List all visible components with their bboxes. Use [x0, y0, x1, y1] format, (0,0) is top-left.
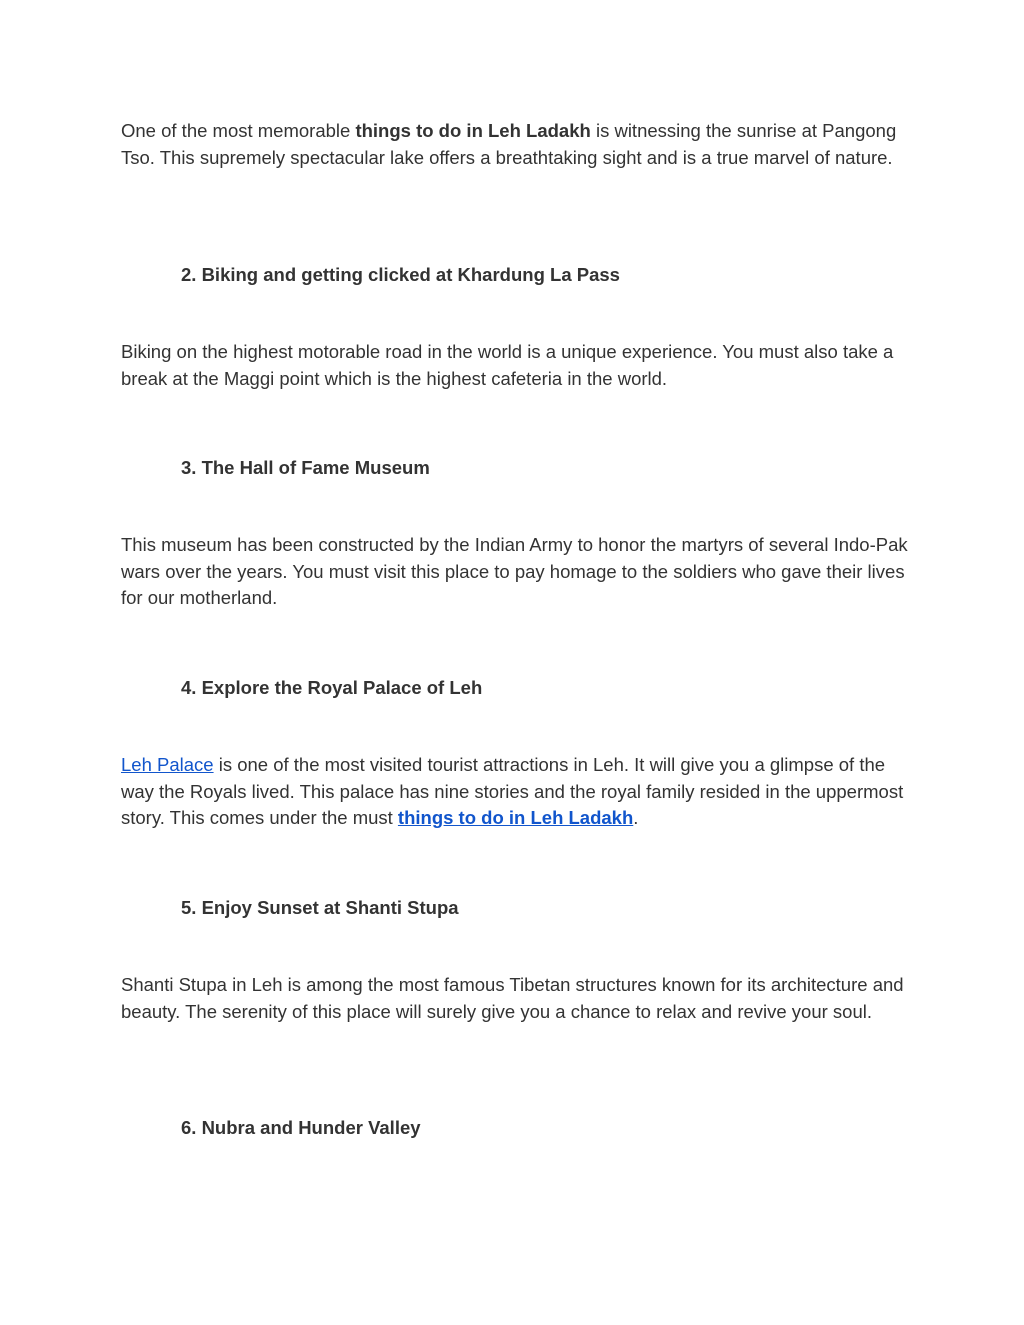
- paragraph-royal-palace: [121, 752, 911, 832]
- paragraph-text: One of the most memorable: [121, 120, 356, 141]
- things-to-do-link[interactable]: things to do in Leh Ladakh: [397, 807, 634, 828]
- paragraph-text: is witnessing the sunrise at Pangong Tso. This supremely spectacular lake offers a breathtaking sight and is a true marvel of nature.: [121, 120, 897, 168]
- paragraph-shanti-stupa: Shanti Stupa in Leh is among the most famous Tibetan structures known for its architecture and beauty. The serenity of this place will surely give you a chance to relax and revive your soul.: [121, 974, 904, 1022]
- leh-palace-link[interactable]: Leh Palace: [121, 754, 214, 775]
- heading-royal-palace: 4. Explore the Royal Palace of Leh: [181, 677, 483, 698]
- paragraph-pangong-tso: [121, 118, 911, 171]
- heading-khardung-la: 2. Biking and getting clicked at Khardung La Pass: [181, 264, 620, 285]
- paragraph-khardung-la: Biking on the highest motorable road in the world is a unique experience. You must also take a break at the Maggi point which is the highest cafeteria in the world.: [121, 341, 894, 389]
- heading-hall-of-fame: 3. The Hall of Fame Museum: [181, 457, 430, 478]
- paragraph-text: is one of the most visited tourist attractions in Leh. It will give you a glimpse of the way the Royals lived. This palace has nine stories and the royal family resided in the uppermost story. This comes under the must: [121, 754, 904, 828]
- heading-nubra-valley: 6. Nubra and Hunder Valley: [181, 1117, 421, 1138]
- bold-keyword: things to do in Leh Ladakh: [355, 120, 591, 141]
- heading-shanti-stupa: 5. Enjoy Sunset at Shanti Stupa: [181, 897, 459, 918]
- paragraph-hall-of-fame: This museum has been constructed by the Indian Army to honor the martyrs of several Indo-Pak wars over the years. You must visit this place to pay homage to the soldiers who gave their lives for our motherland.: [121, 534, 908, 608]
- paragraph-text: .: [633, 807, 639, 828]
